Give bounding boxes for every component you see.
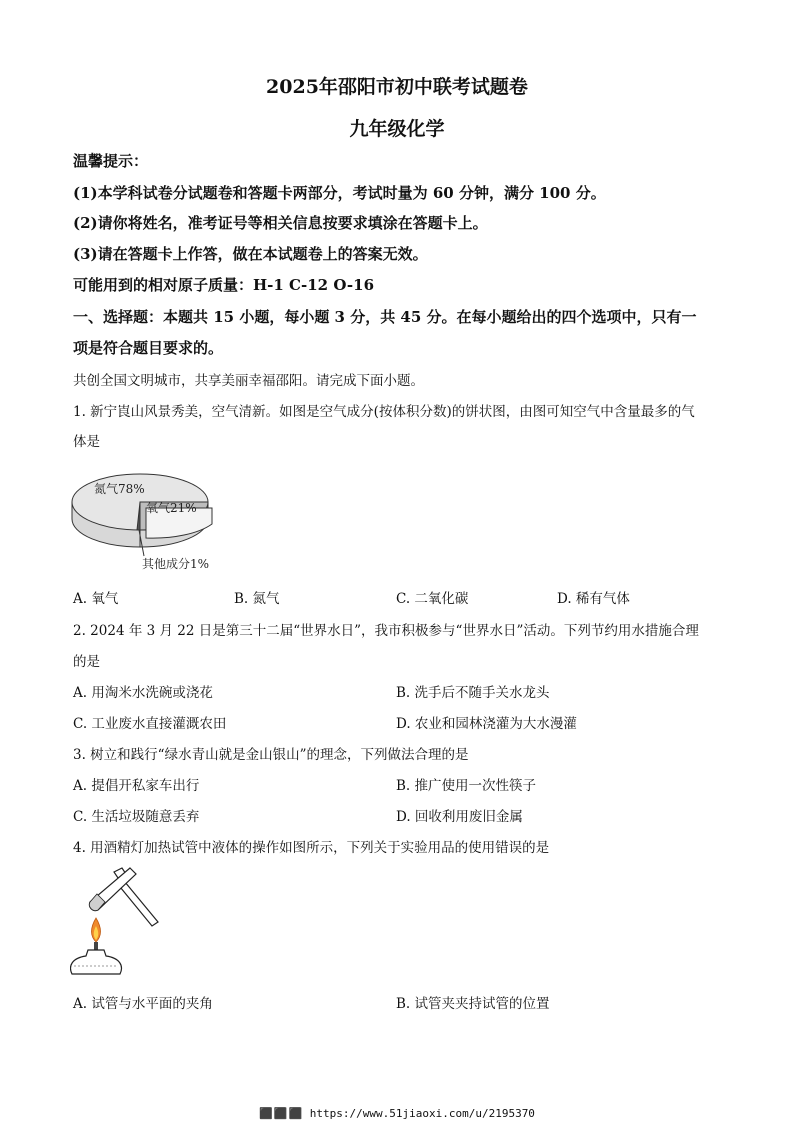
section-intro: 共创全国文明城市，共享美丽幸福邵阳。请完成下面小题。 xyxy=(73,373,424,389)
notice-item-3: (3)请在答题卡上作答，做在本试题卷上的答案无效。 xyxy=(73,245,428,263)
oxygen-label: 氧气21% xyxy=(146,501,197,515)
q4-option-b: B. 试管夹夹持试管的位置 xyxy=(396,996,550,1012)
q3-option-c: C. 生活垃圾随意丢弃 xyxy=(73,809,200,825)
exam-title: 2025年邵阳市初中联考试题卷 xyxy=(266,76,528,98)
q3-stem: 3. 树立和践行“绿水青山就是金山银山”的理念，下列做法合理的是 xyxy=(73,747,469,763)
q1-stem: 1. 新宁崀山风景秀美，空气清新。如图是空气成分(按体积分数)的饼状图，由图可知空气中含量最多的气 xyxy=(73,404,695,420)
notice-item-2: (2)请你将姓名，准考证号等相关信息按要求填涂在答题卡上。 xyxy=(73,214,488,232)
alcohol-lamp xyxy=(71,950,122,974)
atomic-masses: 可能用到的相对原子质量：H-1 C-12 O-16 xyxy=(73,276,375,294)
q2-option-b: B. 洗手后不随手关水龙头 xyxy=(396,685,550,701)
q2-stem: 2. 2024 年 3 月 22 日是第三十二届“世界水日”，我市积极参与“世界水日”活动。下列节约用水措施合理 xyxy=(73,623,699,639)
notice-heading: 温馨提示： xyxy=(73,152,149,170)
q3-option-b: B. 推广使用一次性筷子 xyxy=(396,778,537,794)
q2-option-a: A. 用淘米水洗碗或浇花 xyxy=(73,685,213,701)
q3-option-d: D. 回收利用废旧金属 xyxy=(396,809,523,825)
section-heading-cont: 项是符合题目要求的。 xyxy=(73,339,224,357)
footer-logo-mark: ⬛⬛⬛ xyxy=(259,1107,304,1120)
q1-option-d: D. 稀有气体 xyxy=(557,591,630,607)
q1-stem-cont: 体是 xyxy=(73,434,100,450)
section-heading: 一、选择题：本题共 15 小题，每小题 3 分，共 45 分。在每小题给出的四个选项中，只有一 xyxy=(73,308,697,326)
notice-item-1: (1)本学科试卷分试题卷和答题卡两部分，考试时量为 60 分钟，满分 100 分。 xyxy=(73,184,606,202)
other-label: 其他成分1% xyxy=(142,557,210,571)
exam-subtitle: 九年级化学 xyxy=(349,118,445,140)
q1-option-a: A. 氧气 xyxy=(73,591,119,607)
alcohol-lamp-heating-diagram xyxy=(70,866,170,978)
q1-option-b: B. 氮气 xyxy=(234,591,280,607)
nitrogen-label: 氮气78% xyxy=(94,482,145,496)
q4-stem: 4. 用酒精灯加热试管中液体的操作如图所示，下列关于实验用品的使用错误的是 xyxy=(73,840,550,856)
q3-option-a: A. 提倡开私家车出行 xyxy=(73,778,200,794)
q2-stem-cont: 的是 xyxy=(73,654,100,670)
footer-url[interactable]: https://www.51jiaoxi.com/u/2195370 xyxy=(309,1107,535,1120)
air-composition-pie-chart xyxy=(70,464,220,576)
footer xyxy=(0,1107,794,1120)
q1-option-c: C. 二氧化碳 xyxy=(396,591,469,607)
q2-option-d: D. 农业和园林浇灌为大水漫灌 xyxy=(396,716,577,732)
q4-option-a: A. 试管与水平面的夹角 xyxy=(73,996,213,1012)
q2-option-c: C. 工业废水直接灌溉农田 xyxy=(73,716,227,732)
